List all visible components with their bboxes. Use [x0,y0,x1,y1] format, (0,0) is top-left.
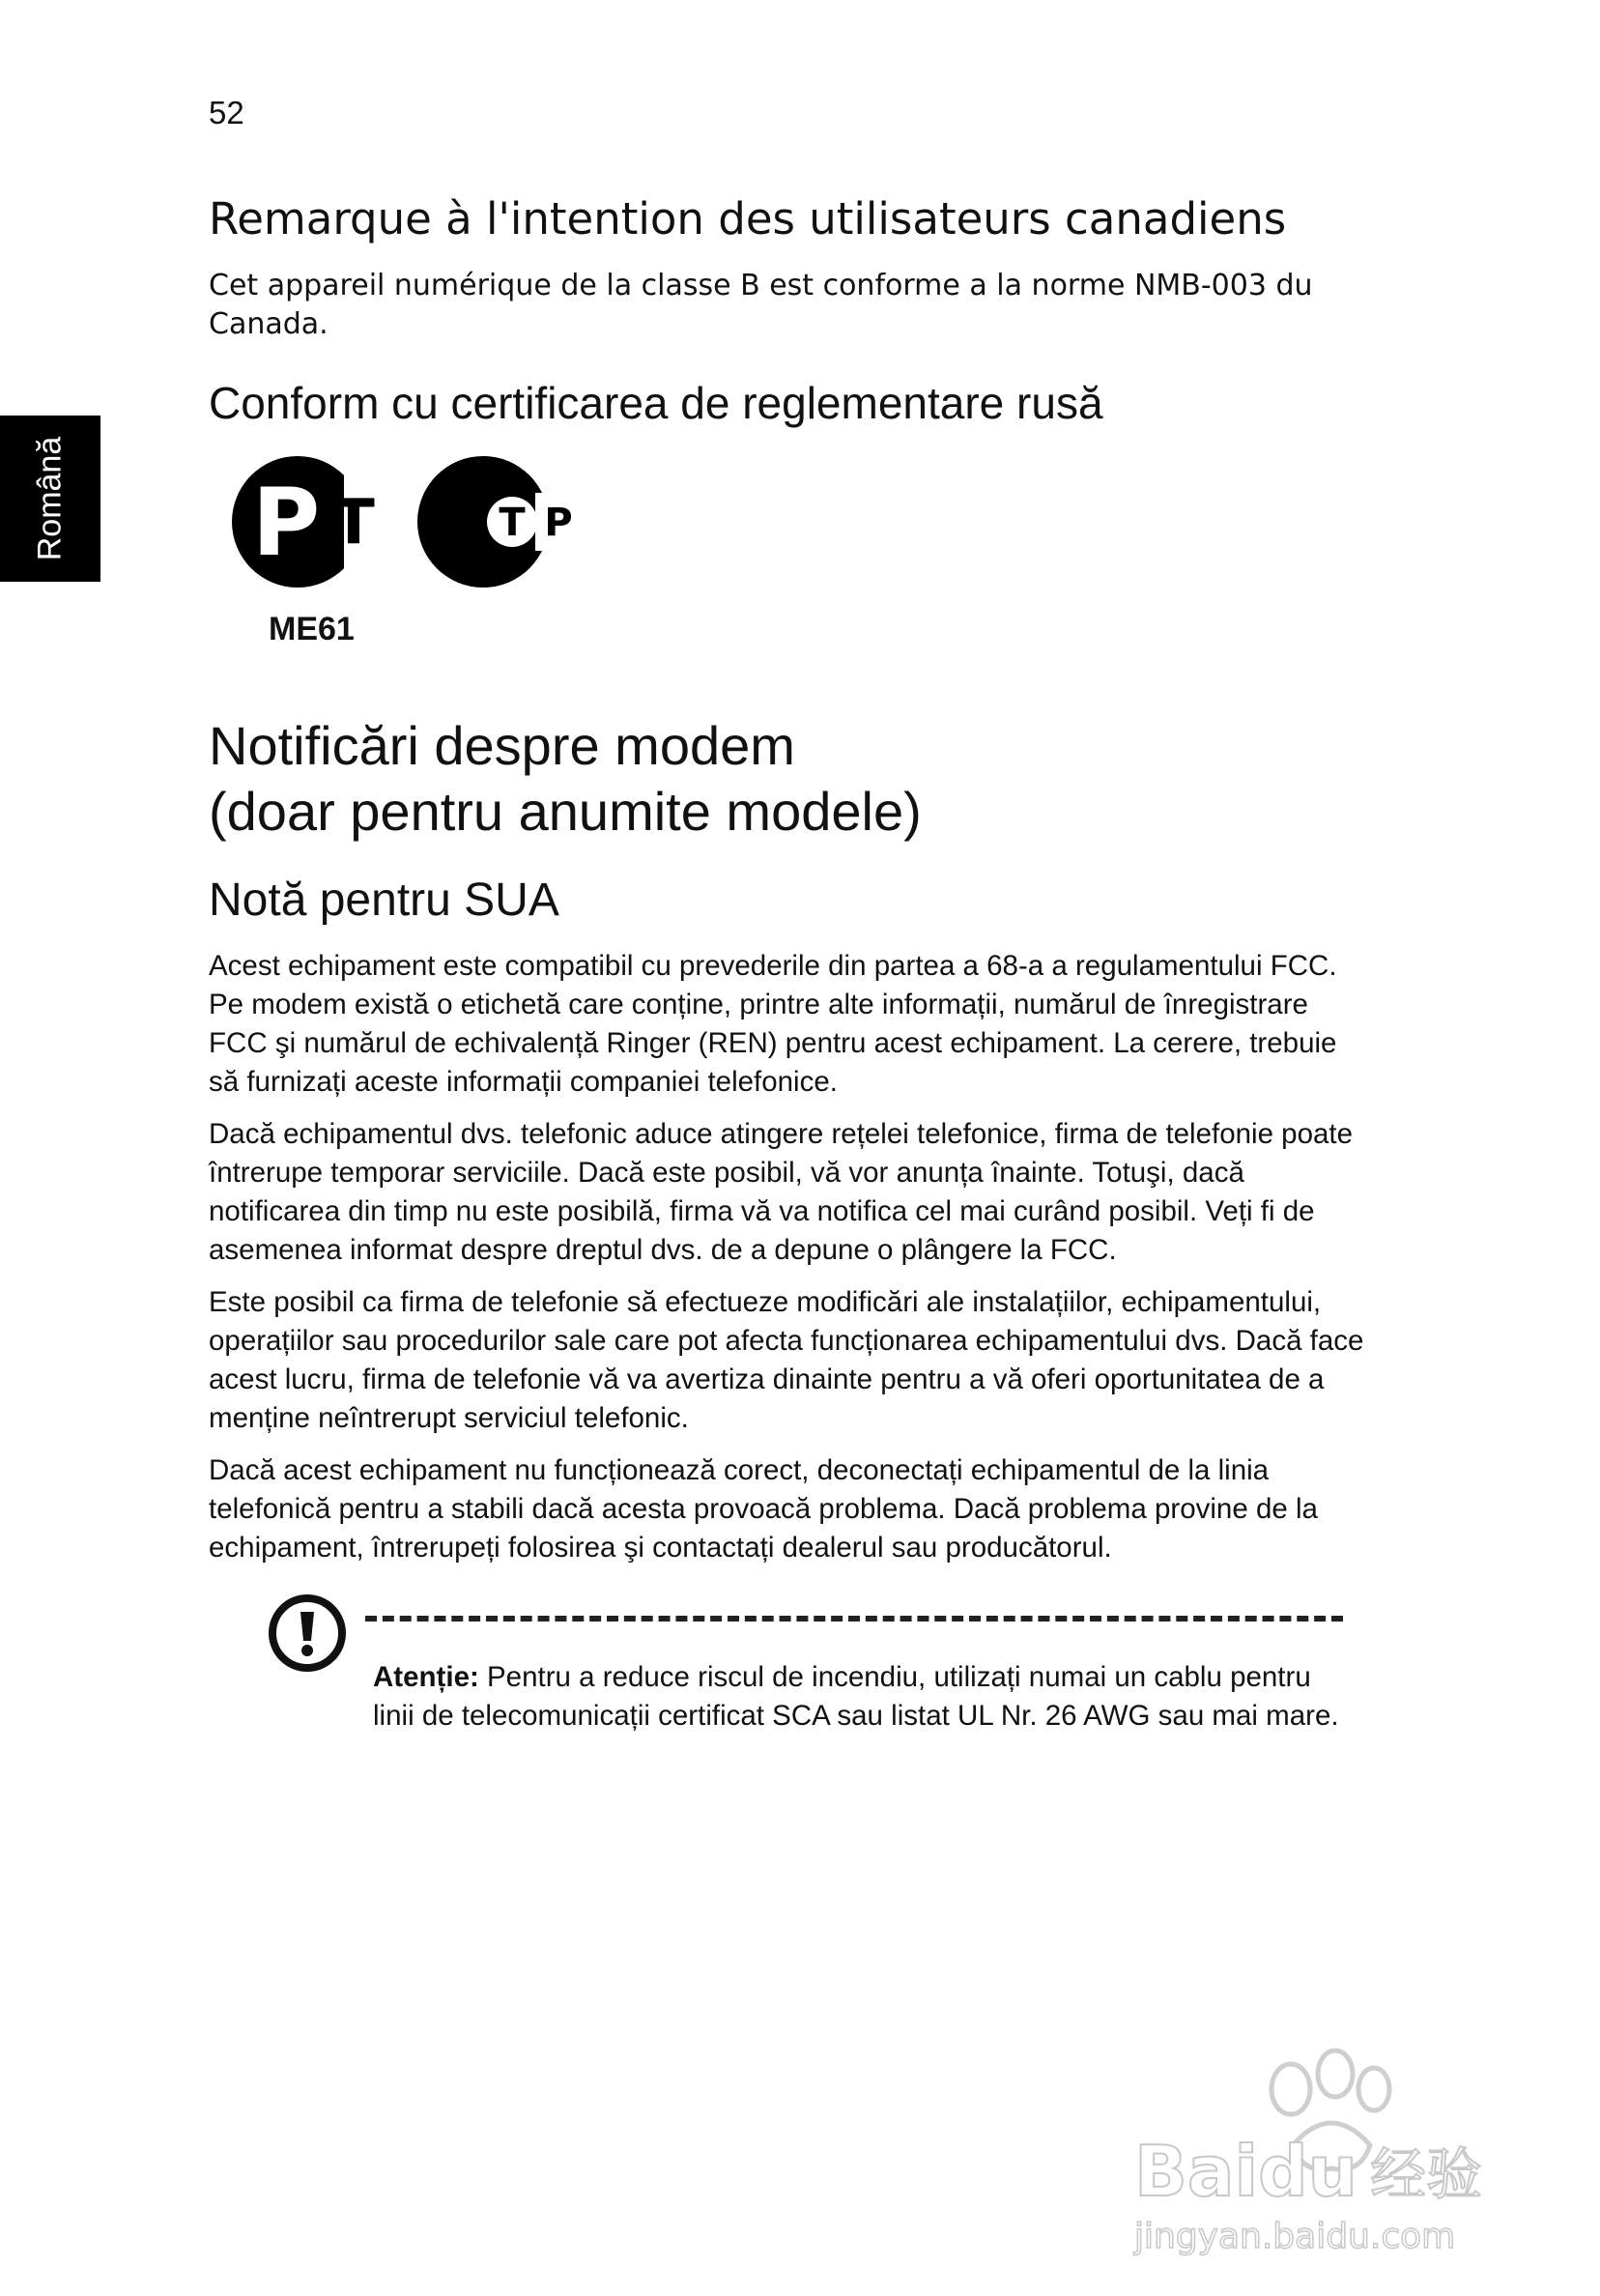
warning-divider [365,1616,1343,1622]
usa-paragraph-4: Dacă acest echipament nu funcționează corect, deconectați echipamentul de la linia telefonică pentru a stabili dacă acesta provoacă problema. Dacă problema provine de la echipament, întrerupeți folosirea şi contactați dealerul sau producătorul. [209,1454,1318,1564]
modem-heading-line2: (doar pentru anumite modele) [209,781,922,842]
watermark-cn: 经验 [1370,2141,1483,2207]
watermark-url: jingyan.baidu.com [1134,2217,1456,2256]
page-number: 52 [209,95,244,130]
warning-text [373,1658,1339,1736]
baidu-watermark [1129,2029,1515,2261]
usa-paragraph-1: Acest echipament este compatibil cu prevederile din partea a 68-a a regulamentului FCC. Pe modem există o etichetă care conține, printre alte informații, numărul de înregistrare FCC şi numărul de echivalență Ringer (REN) pentru acest echipament. La cerere, trebuie să furnizați aceste informații companiei telefonice. [209,950,1337,1098]
russian-cert-heading: Conform cu certificarea de reglementare rusă [209,378,1103,428]
customs-union-eac-icon [417,456,578,588]
warning-label: Atenție: [373,1661,479,1693]
exclamation-circle-icon [267,1593,348,1674]
canada-text: Cet appareil numérique de la classe B est conforme a la norme NMB-003 du Canada. [209,269,1313,341]
svg-text:T: T [499,501,526,545]
cert-code: ME61 [269,611,355,647]
usa-note-heading: Notă pentru SUA [209,875,559,926]
side-language-tab [0,416,100,582]
usa-paragraph-3: Este posibil ca firma de telefonie să efectueze modificări ale instalațiilor, echipamentului, operațiilor sau procedurilor sale care pot afecta funcționarea echipamentului dvs. Dacă face acest lucru, firma de telefonie vă va avertiza dinainte pentru a vă oferi oportunitatea de a menține neîntrerupt serviciul telefonic. [209,1286,1364,1434]
warning-body: Pentru a reduce riscul de incendiu, utilizați numai un cablu pentru linii de telecomunicații certificat SCA sau listat UL Nr. 26 AWG sau mai mare. [373,1661,1339,1732]
russian-cert-logos [230,454,578,589]
svg-text:P: P [544,501,573,545]
usa-paragraph-2: Dacă echipamentul dvs. telefonic aduce atingere rețelei telefonice, firma de telefonie poate întrerupe temporar serviciile. Dacă este posibil, vă vor anunța înainte. Totuşi, dacă notificarea din timp nu este posibilă, firma vă va notifica cel mai curând posibil. Veți fi de asemenea informat despre dreptul dvs. de a depune o plângere la FCC. [209,1118,1354,1266]
modem-heading-line1: Notificări despre modem [209,715,795,776]
gost-r-left-letter: P [251,469,321,577]
usa-note-body [209,947,1368,1581]
watermark-brand: Baidu [1134,2131,1357,2212]
gost-r-cert-icon [232,454,383,589]
modem-heading [209,713,922,845]
side-language-label: Română [31,436,69,561]
canada-heading: Remarque à l'intention des utilisateurs canadiens [209,193,1287,244]
gost-r-right-letter: T [332,487,375,559]
